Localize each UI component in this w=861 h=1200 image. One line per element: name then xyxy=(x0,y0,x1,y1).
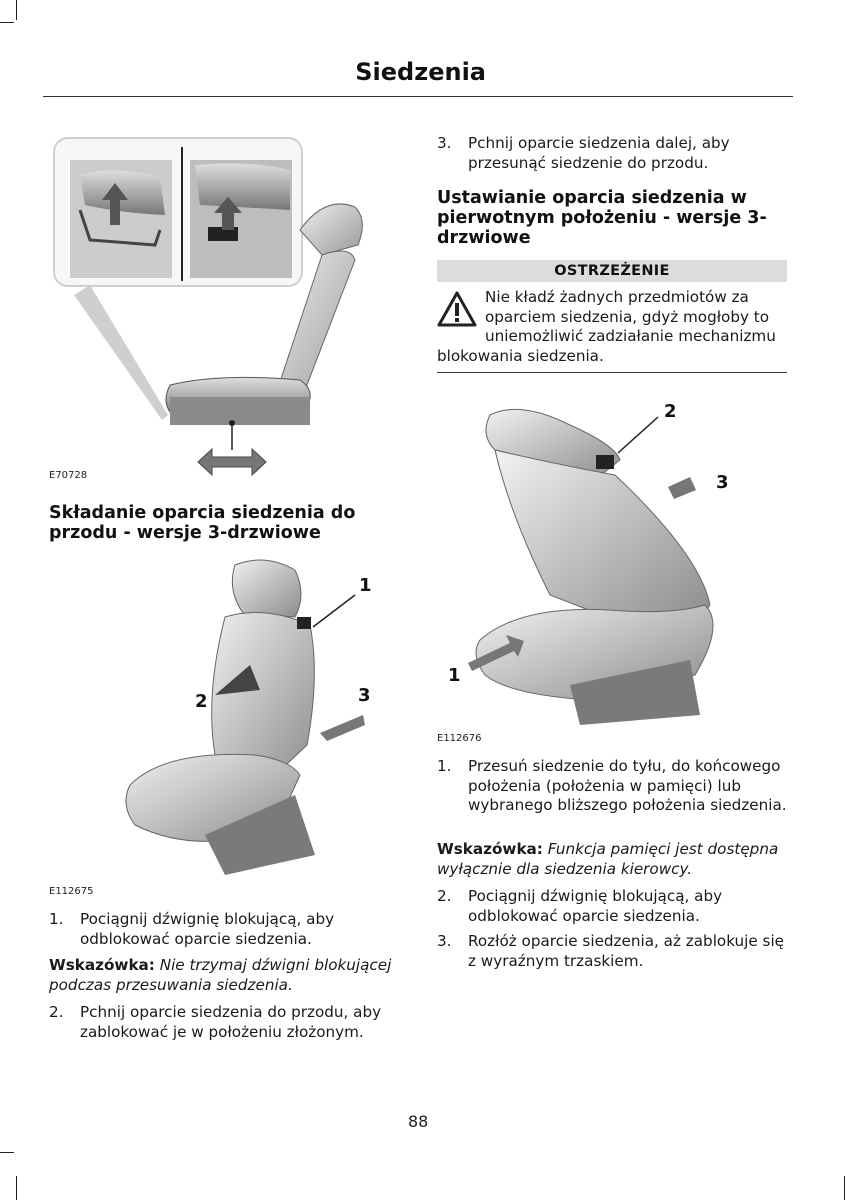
note-label: Wskazówka: xyxy=(49,956,155,974)
step-text: Pchnij oparcie siedzenia do przodu, aby zablokować je w położeniu złożonym. xyxy=(80,1003,382,1041)
warning-body xyxy=(437,288,787,366)
step-text: Pociągnij dźwignię blokującą, aby odblokować oparcie siedzenia. xyxy=(468,887,723,925)
crop-mark-top-left-h xyxy=(0,22,14,23)
crop-mark-bottom-right xyxy=(844,1176,845,1200)
right-step-2 xyxy=(437,887,789,927)
right-note xyxy=(437,840,789,879)
step-text: Pchnij oparcie siedzenia dalej, aby przesunąć siedzenie do przodu. xyxy=(468,134,730,172)
step-number: 1. xyxy=(49,910,64,928)
figure2-callout-3: 3 xyxy=(358,685,371,706)
left-note xyxy=(49,956,401,995)
figure-seat-restore xyxy=(440,395,740,730)
section-heading-restore-position: Ustawianie oparcia siedzenia w pierwotnym położeniu - wersje 3-drzwiowe xyxy=(437,188,767,248)
crop-mark-bottom-left-h xyxy=(0,1152,14,1153)
step-number: 3. xyxy=(437,134,452,152)
figure-seat-slide xyxy=(50,135,380,480)
crop-mark-bottom-left xyxy=(16,1176,17,1200)
step-number: 3. xyxy=(437,932,452,950)
step-text: Pociągnij dźwignię blokującą, aby odblokować oparcie siedzenia. xyxy=(80,910,335,948)
step-text: Przesuń siedzenie do tyłu, do końcowego położenia (położenia w pamięci) lub wybranego bliższego położenia siedzenia. xyxy=(468,757,787,814)
warning-heading: OSTRZEŻENIE xyxy=(437,260,787,282)
note-label: Wskazówka: xyxy=(437,840,543,858)
figure3-callout-1: 1 xyxy=(448,665,461,686)
page-title: Siedzenia xyxy=(355,58,486,86)
section-heading-fold-forward: Składanie oparcia siedzenia do przodu - wersje 3-drzwiowe xyxy=(49,503,356,543)
figure-code-2: E112675 xyxy=(49,886,94,897)
right-step-3 xyxy=(437,932,789,972)
left-step-1 xyxy=(49,910,401,950)
figure-seat-fold-forward xyxy=(115,555,385,885)
right-step-3-top xyxy=(437,134,789,174)
right-step-1 xyxy=(437,757,789,837)
warning-text: Nie kładź żadnych przedmiotów za oparciem siedzenia, gdyż mogłoby to uniemożliwić zadziałanie mechanizmu blokowania siedzenia. xyxy=(437,288,776,365)
figure2-callout-2: 2 xyxy=(195,691,208,712)
left-step-2 xyxy=(49,1003,401,1043)
figure3-callout-3: 3 xyxy=(716,472,729,493)
warning-triangle-icon xyxy=(437,290,477,328)
figure3-callout-2: 2 xyxy=(664,401,677,422)
step-number: 2. xyxy=(437,887,452,905)
note-text: Nie trzymaj dźwigni blokującej podczas przesuwania siedzenia. xyxy=(49,956,392,994)
warning-rule xyxy=(437,372,787,373)
step-text: Rozłóż oparcie siedzenia, aż zablokuje się z wyraźnym trzaskiem. xyxy=(468,932,785,970)
crop-mark-top-left xyxy=(16,0,17,20)
page-number: 88 xyxy=(408,1112,429,1131)
figure2-callout-1: 1 xyxy=(359,575,372,596)
note-text: Funkcja pamięci jest dostępna wyłącznie dla siedzenia kierowcy. xyxy=(437,840,779,878)
step-number: 1. xyxy=(437,757,452,775)
figure-code-1: E70728 xyxy=(49,470,88,481)
step-number: 2. xyxy=(49,1003,64,1021)
figure-code-3: E112676 xyxy=(437,733,482,744)
title-rule xyxy=(43,96,793,97)
